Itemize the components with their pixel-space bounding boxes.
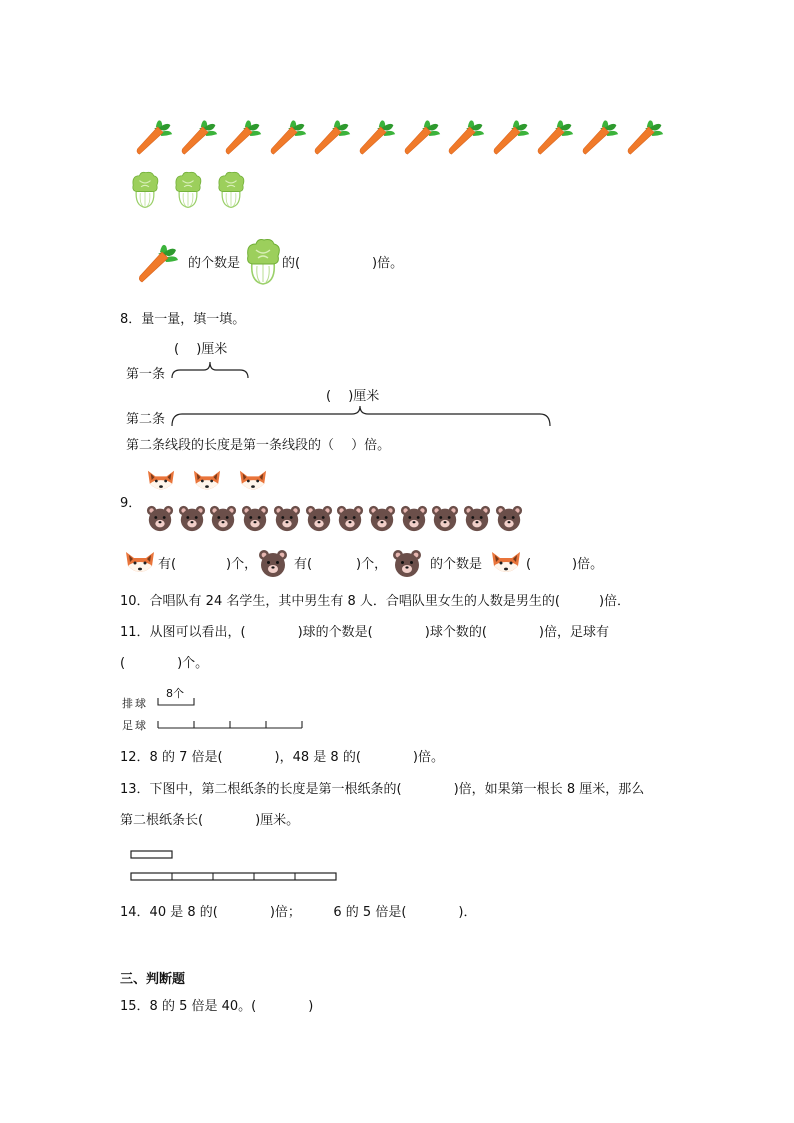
bear-icon bbox=[336, 504, 364, 532]
q11-football-label: 足球 bbox=[122, 719, 148, 732]
bear-icon bbox=[368, 504, 396, 532]
bear-icon bbox=[258, 548, 288, 578]
fox-icon bbox=[146, 467, 176, 495]
bear-icon bbox=[463, 504, 491, 532]
section-title: 三、判断题 bbox=[120, 972, 186, 987]
carrot-icon bbox=[134, 116, 174, 156]
fox-icon bbox=[490, 548, 522, 578]
q14-text: 14．40 是 8 的( )倍； 6 的 5 倍是( )． bbox=[120, 905, 477, 920]
q9-s5: 的个数是 bbox=[430, 557, 483, 572]
bear-icon bbox=[178, 504, 206, 532]
bear-icon bbox=[273, 504, 301, 532]
q9-s3: 有( bbox=[294, 557, 313, 572]
q10-text: 10．合唱队有 24 名学生，其中男生有 8 人．合唱队里女生的人数是男生的( )倍． bbox=[120, 594, 631, 609]
q8-line2-unit: ( )厘米 bbox=[326, 389, 380, 404]
q13-line2: 第二根纸条长( )厘米。 bbox=[120, 813, 300, 828]
q8-line1-unit: ( )厘米 bbox=[174, 342, 228, 357]
carrot-icon bbox=[136, 240, 180, 284]
cabbage-icon bbox=[244, 238, 282, 286]
carrot-icon bbox=[223, 116, 263, 156]
q9-s1: 有( bbox=[158, 557, 177, 572]
q9-s6: ( bbox=[526, 557, 532, 572]
carrot-icon bbox=[357, 116, 397, 156]
q8-line1-label: 第一条 bbox=[126, 367, 166, 382]
bear-icon bbox=[305, 504, 333, 532]
carrot-icon bbox=[268, 116, 308, 156]
bear-icon bbox=[146, 504, 174, 532]
carrot-icon bbox=[491, 116, 531, 156]
q7-text-c: )倍。 bbox=[372, 256, 404, 271]
carrot-icon bbox=[179, 116, 219, 156]
fox-icon bbox=[124, 548, 156, 578]
strip-one bbox=[130, 850, 174, 860]
bear-icon bbox=[209, 504, 237, 532]
fox-icon bbox=[192, 467, 222, 495]
carrot-icon bbox=[402, 116, 442, 156]
carrot-icon bbox=[580, 116, 620, 156]
bear-icon bbox=[241, 504, 269, 532]
q11-line1: 11．从图可以看出，( )球的个数是( )球个数的( )倍，足球有 bbox=[120, 625, 609, 640]
football-bar bbox=[157, 719, 307, 731]
q8-question: 第二条线段的长度是第一条线段的（ ）倍。 bbox=[126, 438, 391, 453]
q9-s2: )个， bbox=[226, 557, 258, 572]
line2-brace bbox=[170, 402, 552, 428]
strip-two bbox=[130, 872, 340, 884]
carrot-icon bbox=[312, 116, 352, 156]
q9-s7: )倍。 bbox=[572, 557, 604, 572]
q13-line1: 13．下图中，第二根纸条的长度是第一根纸条的( )倍，如果第一根长 8 厘米，那么 bbox=[120, 782, 645, 797]
q15-text: 15．8 的 5 倍是 40。( ) bbox=[120, 999, 314, 1014]
q12-text: 12．8 的 7 倍是( )，48 是 8 的( )倍。 bbox=[120, 750, 444, 765]
volleyball-bar bbox=[157, 697, 197, 707]
q7-text-b: 的( bbox=[282, 256, 301, 271]
bear-icon bbox=[431, 504, 459, 532]
q7-text-a: 的个数是 bbox=[188, 256, 241, 271]
fox-icon bbox=[238, 467, 268, 495]
q9-number: 9． bbox=[120, 496, 142, 511]
q11-volleyball-label: 排球 bbox=[122, 697, 148, 710]
q9-s4: )个， bbox=[356, 557, 388, 572]
q11-volleyball-count: 8个 bbox=[166, 687, 184, 700]
line1-brace bbox=[170, 358, 250, 382]
carrot-icon bbox=[625, 116, 665, 156]
q11-line2: ( )个。 bbox=[120, 656, 209, 671]
bear-icon bbox=[400, 504, 428, 532]
bear-icon bbox=[392, 548, 422, 578]
q8-line2-label: 第二条 bbox=[126, 412, 166, 427]
cabbage-icon bbox=[130, 170, 160, 210]
bear-icon bbox=[495, 504, 523, 532]
cabbage-icon bbox=[173, 170, 203, 210]
cabbage-icon bbox=[216, 170, 246, 210]
carrot-icon bbox=[446, 116, 486, 156]
carrot-icon bbox=[535, 116, 575, 156]
q8-title: 8．量一量，填一填。 bbox=[120, 312, 246, 327]
